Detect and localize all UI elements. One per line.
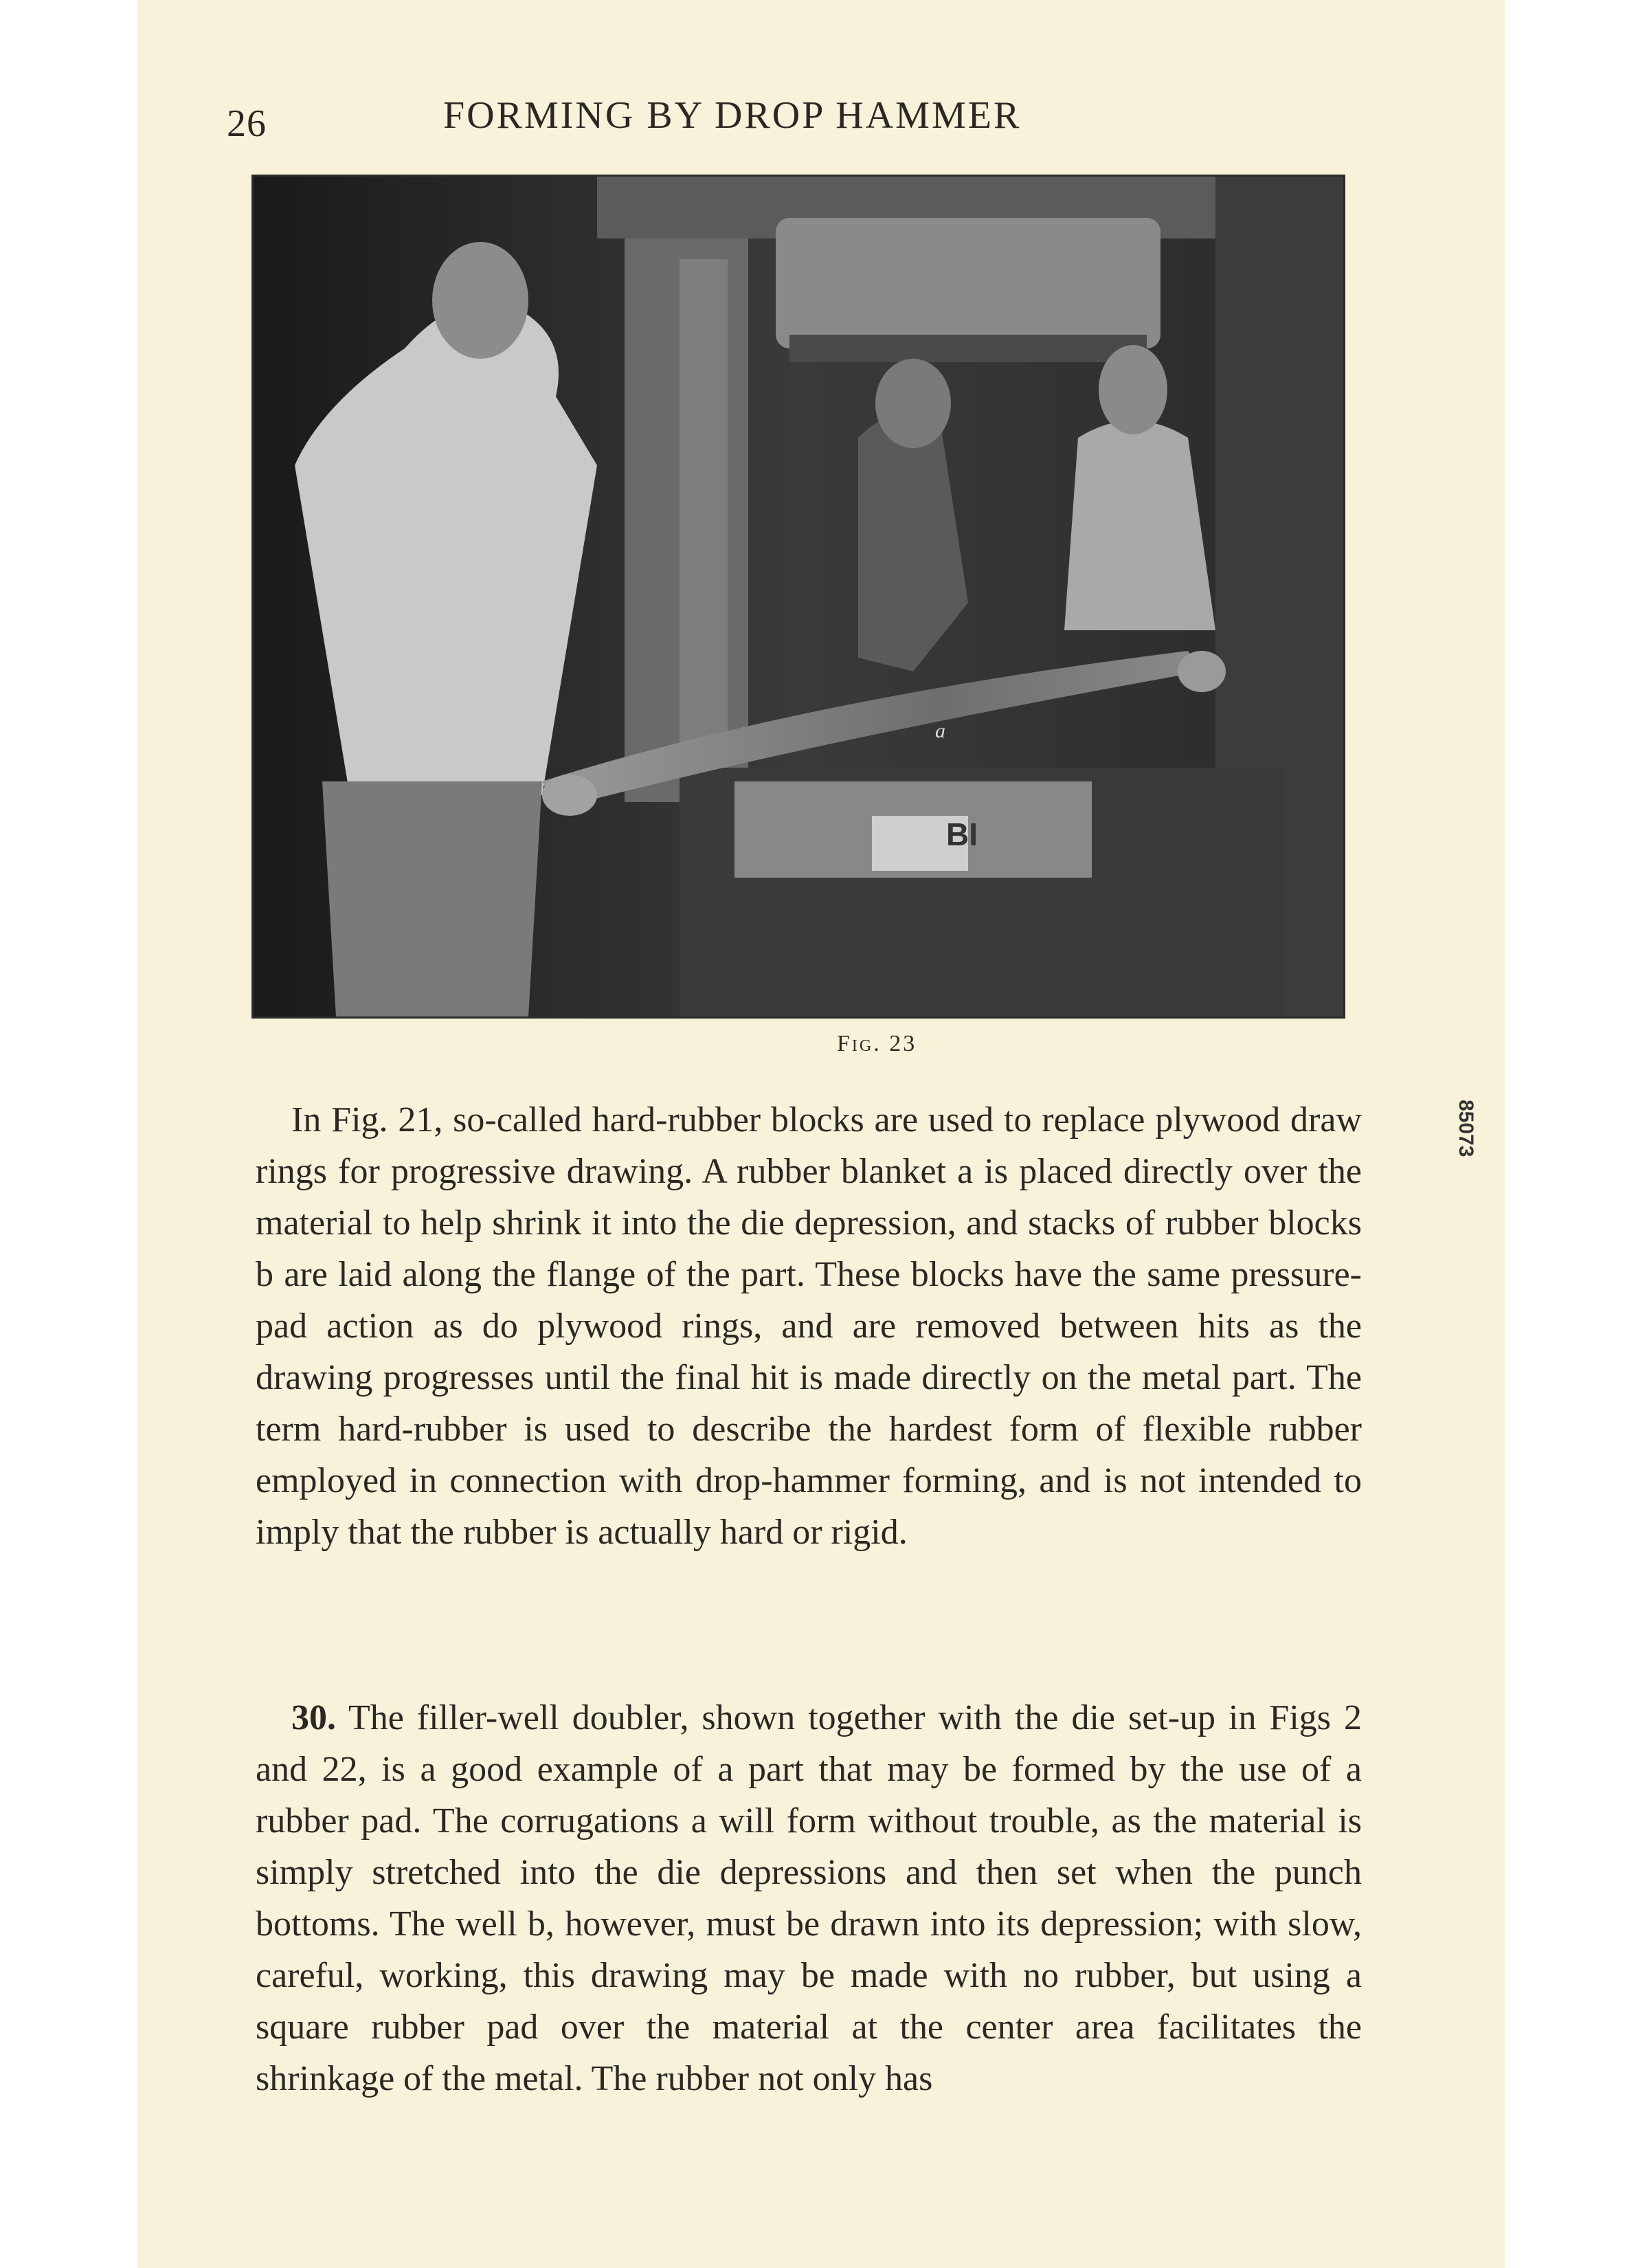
margin-stamp: 85073: [1455, 1100, 1477, 1157]
paragraph-1: In Fig. 21, so-called hard-rubber blocks are used to replace plywood draw rings for progressive drawing. A rubber blanket a is placed directly over the material to help shrink it into the die depression, and stacks of rubber blocks b are laid along the flange of the part. These blocks have the same pressure-pad action as do plywood rings, and are removed between hits as the drawing progresses until the final hit is made directly on the metal part. The term hard-rubber is used to describe the hardest form of flexible rubber employed in connection with drop-hammer forming, and is not intended to imply that the rubber is actually hard or rigid.: [256, 1100, 1362, 1552]
figure-caption: Fig. 23: [837, 1031, 917, 1056]
paragraph-2-text: The filler-well doubler, shown together with the die set-up in Figs 2 and 22, is a good example of a part that may be formed by the use of a rubber pad. The corrugations a will form without trouble, as the material is simply stretched into the die depressions and then set when the punch bottoms. The well b, however, must be drawn into its depression; with slow, careful, working, this drawing may be made with no rubber, but using a square rubber pad over the material at the center area facilitates the shrinkage of the metal. The rubber not only has: [256, 1698, 1362, 2098]
paragraph-2: [256, 1692, 1362, 2104]
figure-label-a: a: [935, 720, 945, 742]
drop-hammer-photo: [254, 177, 1343, 1016]
running-head: FORMING BY DROP HAMMER: [443, 94, 1022, 137]
section-number: 30.: [291, 1698, 336, 1737]
die-marking: BI: [946, 816, 978, 852]
page-number: 26: [227, 102, 267, 145]
figure-photograph: [251, 175, 1345, 1019]
